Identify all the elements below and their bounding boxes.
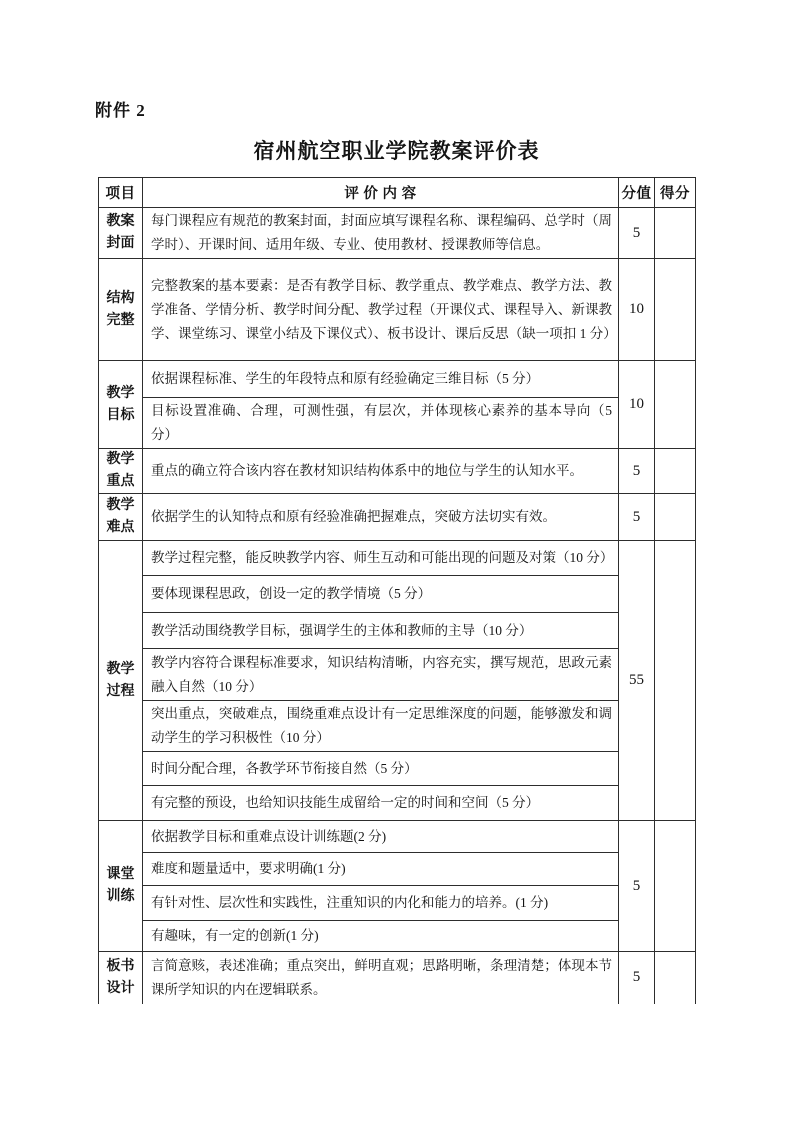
- table-row: [99, 821, 696, 853]
- item-label-cell: 结构完整: [99, 259, 143, 361]
- table-row: [99, 541, 696, 576]
- score-value-cell: 10: [619, 259, 655, 361]
- earned-score-cell: [655, 952, 696, 1004]
- criterion-cell: 完整教案的基本要素：是否有教学目标、教学重点、教学难点、教学方法、教学准备、学情分析、教学时间分配、教学过程（开课仪式、课程导入、新课教学、课堂练习、课堂小结及下课仪式）、板书设计、课后反思（缺一项扣 1 分）: [143, 259, 619, 361]
- table-row: [99, 921, 696, 952]
- item-label-cell: 教学目标: [99, 361, 143, 449]
- criterion-cell: 有针对性、层次性和实践性，注重知识的内化和能力的培养。(1 分): [143, 886, 619, 921]
- table-row: [99, 208, 696, 259]
- table-row: [99, 786, 696, 821]
- score-value-cell: 5: [619, 208, 655, 259]
- criterion-cell: 要体现课程思政，创设一定的教学情境（5 分）: [143, 576, 619, 613]
- item-label-cell: 教案封面: [99, 208, 143, 259]
- table-row: [99, 494, 696, 541]
- criterion-cell: 有趣味，有一定的创新(1 分): [143, 921, 619, 952]
- criterion-cell: 每门课程应有规范的教案封面，封面应填写课程名称、课程编码、总学时（周学时）、开课时间、适用年级、专业、使用教材、授课教师等信息。: [143, 208, 619, 259]
- item-label-cell: 教学难点: [99, 494, 143, 541]
- table-row: [99, 701, 696, 752]
- earned-score-cell: [655, 541, 696, 821]
- table-row: [99, 886, 696, 921]
- score-value-cell: 5: [619, 449, 655, 494]
- criterion-cell: 依据教学目标和重难点设计训练题(2 分): [143, 821, 619, 853]
- criterion-cell: 有完整的预设，也给知识技能生成留给一定的时间和空间（5 分）: [143, 786, 619, 821]
- criterion-cell: 难度和题量适中，要求明确(1 分): [143, 853, 619, 886]
- item-label-cell: 课堂训练: [99, 821, 143, 952]
- table-row: [99, 752, 696, 786]
- criterion-cell: 依据课程标准、学生的年段特点和原有经验确定三维目标（5 分）: [143, 361, 619, 398]
- table-row: [99, 398, 696, 449]
- table-row: [99, 853, 696, 886]
- table-row: [99, 649, 696, 701]
- score-value-cell: 5: [619, 821, 655, 952]
- criterion-cell: 教学内容符合课程标准要求，知识结构清晰，内容充实，撰写规范，思政元素融入自然（10 分）: [143, 649, 619, 701]
- table-header-row: [99, 178, 696, 208]
- criterion-cell: 目标设置准确、合理，可测性强，有层次，并体现核心素养的基本导向（5 分）: [143, 398, 619, 449]
- score-value-cell: 10: [619, 361, 655, 449]
- item-label-cell: 教学过程: [99, 541, 143, 821]
- header-item: 项目: [99, 178, 143, 208]
- item-label-cell: 板书设计: [99, 952, 143, 1004]
- criterion-cell: 突出重点，突破难点，围绕重难点设计有一定思维深度的问题，能够激发和调动学生的学习积极性（10 分）: [143, 701, 619, 752]
- item-label-cell: 教学重点: [99, 449, 143, 494]
- table-row: [99, 361, 696, 398]
- earned-score-cell: [655, 821, 696, 952]
- table-row: [99, 952, 696, 1004]
- table-row: [99, 613, 696, 649]
- criterion-cell: 言简意赅，表述准确；重点突出，鲜明直观；思路明晰，条理清楚；体现本节课所学知识的内在逻辑联系。: [143, 952, 619, 1004]
- criterion-cell: 教学过程完整，能反映教学内容、师生互动和可能出现的问题及对策（10 分）: [143, 541, 619, 576]
- header-earned: 得分: [655, 178, 696, 208]
- earned-score-cell: [655, 361, 696, 449]
- score-value-cell: 5: [619, 494, 655, 541]
- earned-score-cell: [655, 449, 696, 494]
- earned-score-cell: [655, 259, 696, 361]
- earned-score-cell: [655, 208, 696, 259]
- criterion-cell: 依据学生的认知特点和原有经验准确把握难点，突破方法切实有效。: [143, 494, 619, 541]
- attachment-label: 附件 2: [95, 101, 146, 120]
- criterion-cell: 时间分配合理，各教学环节衔接自然（5 分）: [143, 752, 619, 786]
- header-score: 分值: [619, 178, 655, 208]
- page-title: 宿州航空职业学院教案评价表: [253, 139, 540, 163]
- table-row: [99, 259, 696, 361]
- table-row: [99, 576, 696, 613]
- criterion-cell: 教学活动围绕教学目标，强调学生的主体和教师的主导（10 分）: [143, 613, 619, 649]
- earned-score-cell: [655, 494, 696, 541]
- table-row: [99, 449, 696, 494]
- evaluation-table: [98, 177, 696, 1004]
- header-content: 评 价 内 容: [143, 178, 619, 208]
- table-body: [99, 208, 696, 1004]
- score-value-cell: 5: [619, 952, 655, 1004]
- criterion-cell: 重点的确立符合该内容在教材知识结构体系中的地位与学生的认知水平。: [143, 449, 619, 494]
- score-value-cell: 55: [619, 541, 655, 821]
